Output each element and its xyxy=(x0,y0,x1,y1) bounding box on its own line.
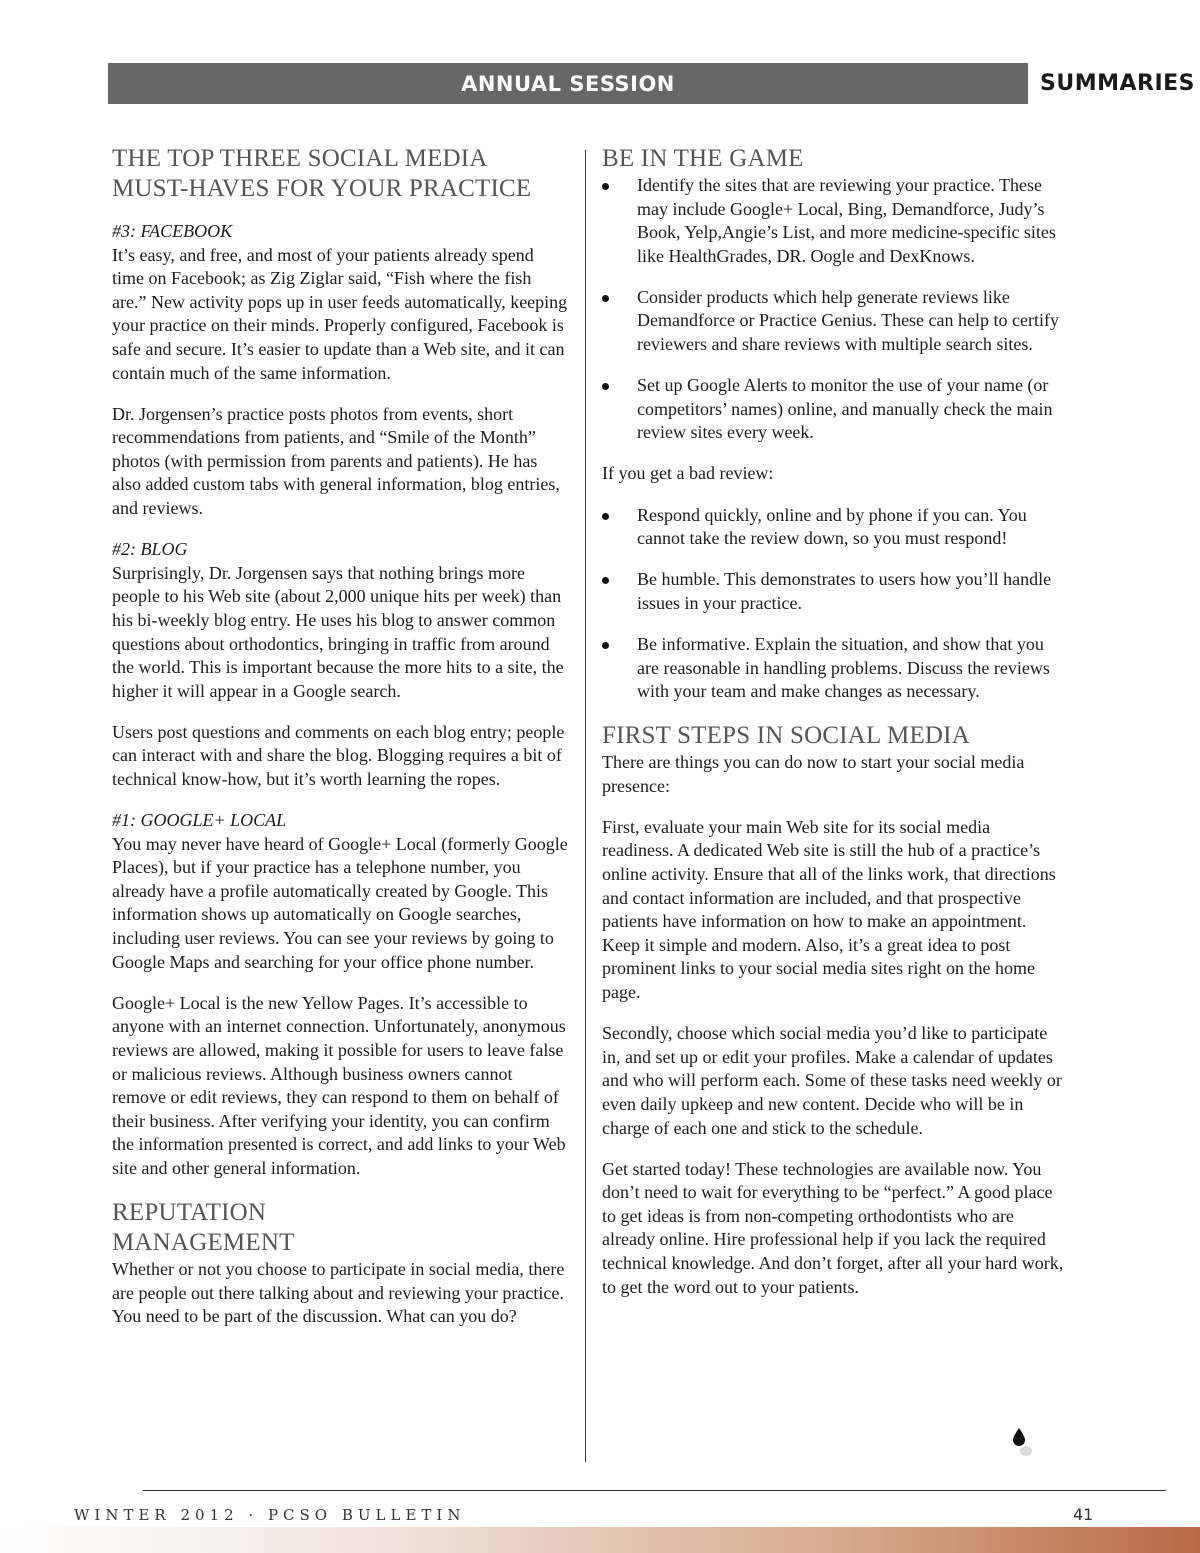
google-local-paragraph-1: You may never have heard of Google+ Local (formerly Google Places), but if your practice has a telephone number, you already have a profile automatically created by Google. This information shows up automatically on Google searches, including user reviews. You can see your reviews by going to Google Maps and searching for your office phone number. xyxy=(112,833,568,972)
reputation-paragraph: Whether or not you choose to participate in social media, there are people out there talking about and reviewing your practice. You need to be part of the discussion. What can you do? xyxy=(112,1258,565,1327)
list-item: Respond quickly, online and by phone if you can. You cannot take the review down, so you must respond! xyxy=(602,504,1064,551)
game-heading: BE IN THE GAME xyxy=(602,145,804,172)
footer-gradient-band xyxy=(0,1527,1200,1553)
article-title-line-2: MUST-HAVES FOR YOUR PRACTICE xyxy=(112,175,532,202)
bullet-icon xyxy=(602,642,609,649)
bullet-icon xyxy=(602,383,609,390)
list-item: Be informative. Explain the situation, and show that you are reasonable in handling problems. Discuss the reviews with your team and make changes as necessary. xyxy=(602,633,1064,704)
facebook-paragraph-2: Dr. Jorgensen’s practice posts photos from events, short recommendations from patients, and “Smile of the Month” photos (with permission from parents and patients). He has also added custom tabs with general information, blog entries, and reviews. xyxy=(112,403,560,519)
section-title: ANNUAL SESSION xyxy=(461,71,675,96)
page-number: 41 xyxy=(1073,1505,1094,1524)
column-divider xyxy=(585,150,586,1462)
article-title xyxy=(112,144,570,204)
first-steps-paragraph-1: There are things you can do now to start your social media presence: xyxy=(602,752,1025,796)
blog-subheading: #2: BLOG xyxy=(112,539,188,560)
facebook-subheading: #3: FACEBOOK xyxy=(112,221,233,241)
blog-paragraph-1: Surprisingly, Dr. Jorgensen says that nothing brings more people to his Web site (about 2,000 unique hits per week) than his bi-weekly blog entry. He uses his blog to answer common questions about orthodontics, bringing in traffic from around the world. This is important because the more hits to a site, the higher it will appear in a Google search. xyxy=(112,562,564,701)
review-sites-list xyxy=(602,174,1064,445)
bad-review-list xyxy=(602,504,1064,704)
right-column xyxy=(602,144,1064,1317)
facebook-paragraph-1: It’s easy, and free, and most of your patients already spend time on Facebook; as Zig Ziglar said, “Fish where the fish are.” New activity pops up in user feeds automatically, keeping your practice on their minds. Properly configured, Facebook is safe and secure. It’s easier to update than a Web site, and it can contain much of the same information. xyxy=(112,244,568,383)
list-item: Set up Google Alerts to monitor the use of your name (or competitors’ names) online, and manually check the main review sites every week. xyxy=(602,374,1064,445)
bullet-icon xyxy=(602,183,609,190)
list-item: Be humble. This demonstrates to users how you’ll handle issues in your practice. xyxy=(602,568,1064,615)
first-steps-paragraph-3: Secondly, choose which social media you’d like to participate in, and set up or edit your profiles. Make a calendar of updates and who will perform each. Some of these tasks need weekly or even daily upkeep and new content. Decide who will be in charge of each one and stick to the schedule. xyxy=(602,1023,1062,1138)
category-label: SUMMARIES xyxy=(1040,71,1196,96)
list-item: Consider products which help generate reviews like Demandforce or Practice Genius. These can help to certify reviewers and share reviews with multiple search sites. xyxy=(602,286,1064,357)
footer-rule xyxy=(143,1490,1166,1491)
drop-icon xyxy=(1010,1425,1032,1459)
section-header-bar xyxy=(108,63,1028,104)
bullet-icon xyxy=(602,577,609,584)
left-column xyxy=(112,144,570,1346)
reputation-heading-line-2: MANAGEMENT xyxy=(112,1228,295,1256)
first-steps-paragraph-4: Get started today! These technologies are available now. You don’t need to wait for everything to be “perfect.” A good place to get ideas is from non-competing orthodontists who are already online. Hire professional help if you lack the required technical knowledge. And don’t forget, after all your hard work, to get the word out to your patients. xyxy=(602,1158,1064,1297)
bullet-icon xyxy=(602,295,609,302)
first-steps-paragraph-2: First, evaluate your main Web site for its social media readiness. A dedicated Web site is still the hub of a practice’s online activity. Ensure that all of the links work, that directions and contact information are included, and that prospective patients have information on how to make an appointment. Keep it simple and modern. Also, it’s a great idea to post prominent links to your social media sites right on the home page. xyxy=(602,816,1056,1003)
blog-paragraph-2: Users post questions and comments on each blog entry; people can interact with and share the blog. Blogging requires a bit of technical know-how, but it’s worth learning the ropes. xyxy=(112,721,565,789)
reputation-heading xyxy=(112,1198,570,1258)
bullet-icon xyxy=(602,513,609,520)
publication-name: WINTER 2012 · PCSO BULLETIN xyxy=(74,1506,466,1524)
google-local-subheading: #1: GOOGLE+ LOCAL xyxy=(112,810,287,831)
bad-review-intro: If you get a bad review: xyxy=(602,463,774,484)
list-item: Identify the sites that are reviewing your practice. These may include Google+ Local, Bing, Demandforce, Judy’s Book, Yelp,Angie’s List, and more medicine-specific sites like HealthGrades, DR. Oogle and DexKnows. xyxy=(602,174,1064,268)
google-local-paragraph-2: Google+ Local is the new Yellow Pages. It’s accessible to anyone with an internet connection. Unfortunately, anonymous reviews are allowed, making it possible for users to leave false or malicious reviews. Although business owners cannot remove or edit reviews, they can respond to them on behalf of their business. After verifying your identity, you can confirm the information presented is correct, and add links to your Web site and other general information. xyxy=(112,992,566,1178)
article-title-line-1: THE TOP THREE SOCIAL MEDIA xyxy=(112,145,488,172)
reputation-heading-line-1: REPUTATION xyxy=(112,1198,267,1226)
first-steps-heading: FIRST STEPS IN SOCIAL MEDIA xyxy=(602,722,970,750)
